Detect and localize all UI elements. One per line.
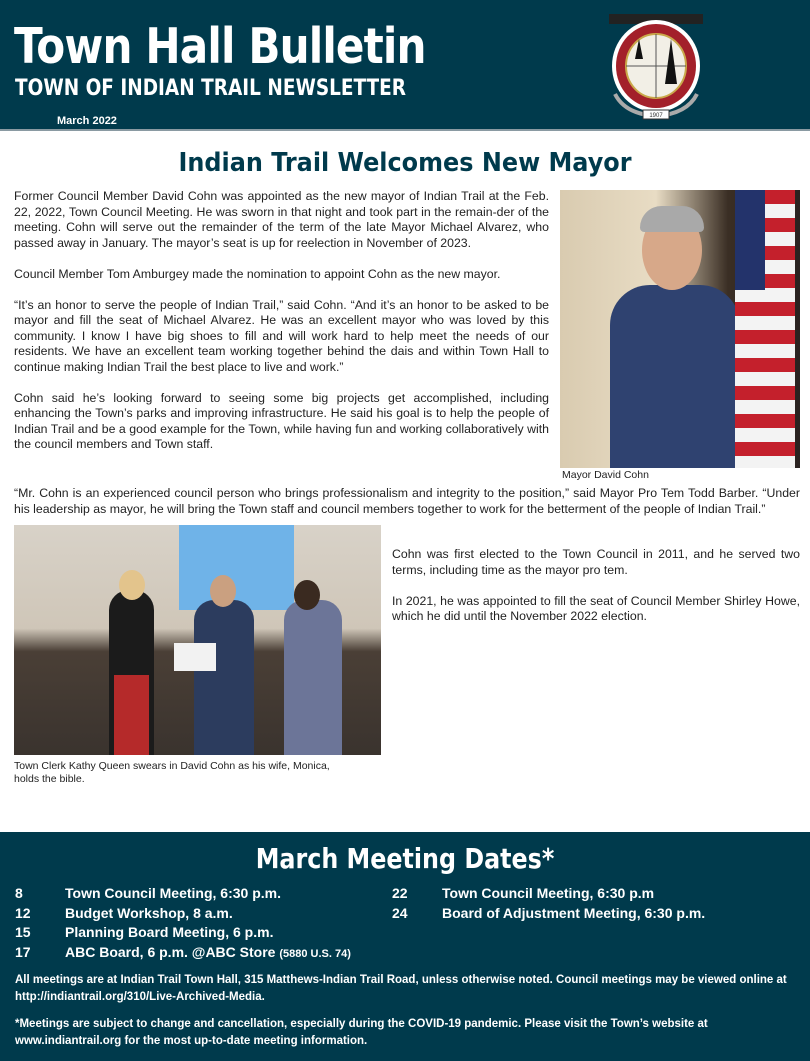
issue-date: March 2022: [57, 115, 117, 127]
paragraph: Council Member Tom Amburgey made the nomination to appoint Cohn as the new mayor.: [14, 266, 501, 281]
article-right-column: [392, 547, 800, 640]
article-body: [14, 189, 549, 468]
photo2-caption: Town Clerk Kathy Queen swears in David Cohn as his wife, Monica, holds the bible.: [14, 760, 330, 785]
paragraph: In 2021, he was appointed to fill the seat of Council Member Shirley Howe, which he did until the November 2022 election.: [392, 593, 800, 623]
newsletter-title: Town Hall Bulletin: [14, 18, 426, 75]
meeting-item: 8 Town Council Meeting, 6:30 p.m.: [15, 885, 281, 901]
article-quote: “Mr. Cohn is an experienced council person who brings professionalism and integrity to the position,” said Mayor Pro Tem Todd Barber. “Under his leadership as mayor, he will bring the Town staff and council members together to work for the betterment of the people of Indian Trail.”: [14, 486, 800, 516]
swearing-in-photo: [14, 525, 381, 755]
paragraph: Cohn said he’s looking forward to seeing some big projects get accomplished, including enhancing the Town’s parks and improving infrastructure. He said his goal is to help the people of Indian Trail and be a good example for the Town, while having fun and working collaboratively with the council members and Town staff.: [14, 390, 549, 451]
meeting-item: 15 Planning Board Meeting, 6 p.m.: [15, 924, 274, 940]
article-headline: Indian Trail Welcomes New Mayor: [178, 148, 632, 178]
covid-disclaimer: *Meetings are subject to change and cancellation, especially during the COVID-19 pandemic. Please visit the Town’s website at www.indiantrail.org for the most up-to-date meeting information.: [15, 1018, 708, 1047]
photo1-caption: Mayor David Cohn: [562, 469, 649, 481]
meeting-item: 24 Board of Adjustment Meeting, 6:30 p.m.: [392, 904, 706, 921]
meeting-location-note: All meetings are at Indian Trail Town Hall, 315 Matthews-Indian Trail Road, unless otherwise noted. Council meetings may be viewed online at http://indiantrail.org/310/Live-Archived-Media.: [15, 974, 787, 1003]
paragraph: “It’s an honor to serve the people of Indian Trail,” said Cohn. “And it’s an honor to be asked to be mayor and fill the seat of Michael Alvarez. He was an excellent mayor who was loved by this community. I know I have big shoes to fill and will work hard to help meet the needs of our residents. We have an excellent team working together behind the dais and within Town Hall to continue making Indian Trail the best place to live and work.”: [14, 297, 549, 374]
meetings-left-list: [15, 884, 351, 964]
meeting-item: 12 Budget Workshop, 8 a.m.: [15, 904, 233, 921]
meeting-item: 17 ABC Board, 6 p.m. @ABC Store (5880 U.S. 74): [15, 943, 351, 960]
newsletter-subtitle: TOWN OF INDIAN TRAIL NEWSLETTER: [15, 76, 407, 101]
meeting-dates-section: [0, 832, 810, 1061]
meetings-right-list: [392, 884, 705, 923]
seal-year: 1907: [649, 113, 663, 119]
paragraph: Former Council Member David Cohn was appointed as the new mayor of Indian Trail at the Feb. 22, 2022, Town Council Meeting. He was sworn in that night and took part in the remain-der of the meeting. Cohn will serve out the remainder of the term of the late Mayor Michael Alvarez, who passed away in January. The mayor’s seat is up for reelection in November of 2023.: [14, 189, 549, 250]
meeting-item: 22 Town Council Meeting, 6:30 p.m: [392, 885, 655, 901]
masthead: [0, 0, 810, 131]
town-seal-logo: [607, 14, 705, 122]
meeting-dates-title: March Meeting Dates*: [255, 842, 555, 875]
paragraph: Cohn was first elected to the Town Council in 2011, and he served two terms, including time as the mayor pro tem.: [392, 547, 800, 577]
mayor-portrait-photo: [560, 190, 800, 468]
